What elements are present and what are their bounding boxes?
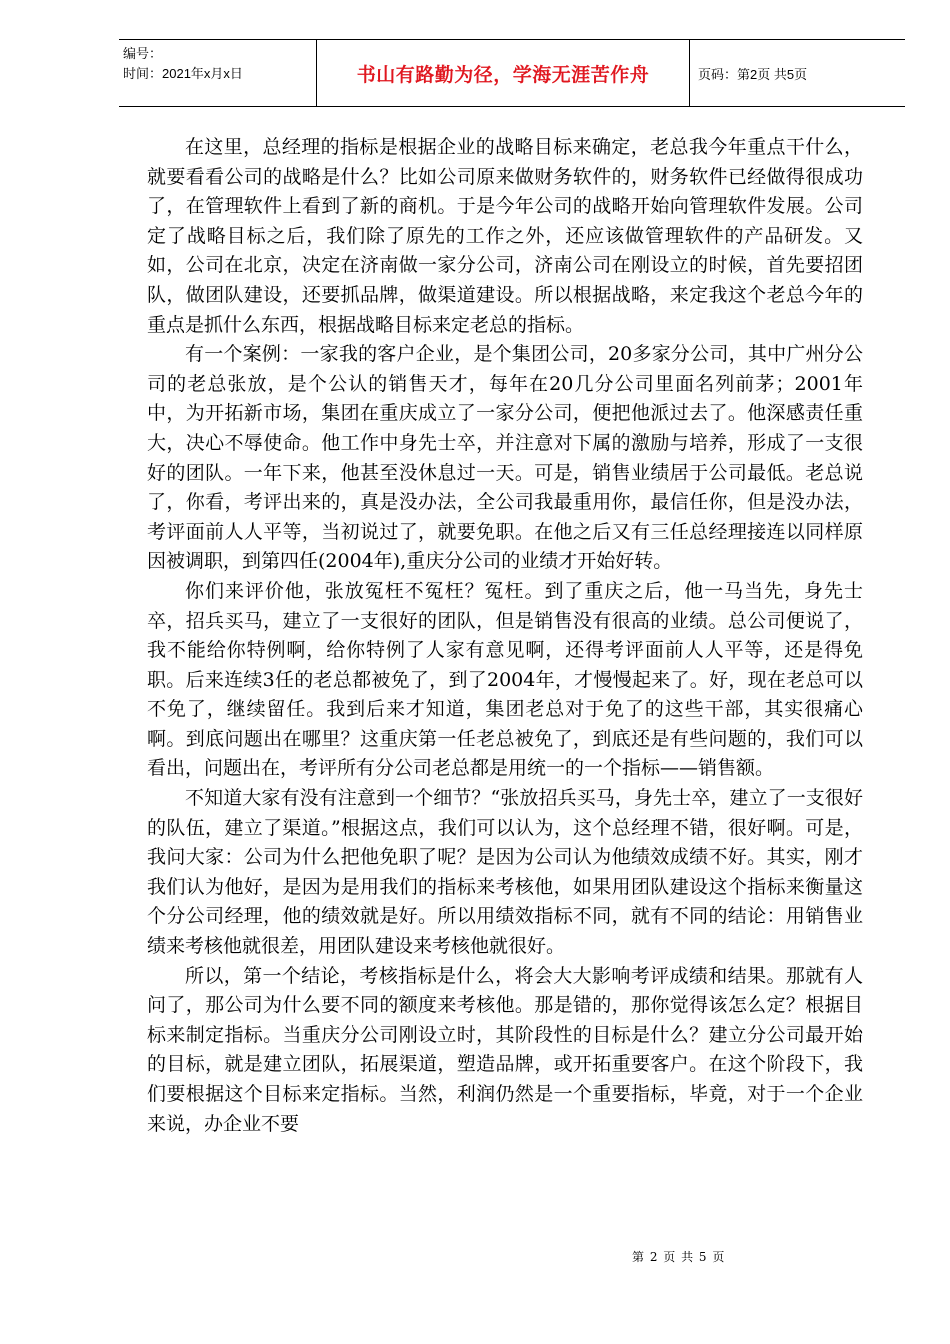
paragraph: 不知道大家有没有注意到一个细节？“张放招兵买马，身先士卒，建立了一支很好的队伍，建立了渠道。”根据这点，我们可以认为，这个总经理不错，很好啊。可是，我问大家：公司为什么把他免职了呢？是因为公司认为他绩效成绩不好。其实，刚才我们认为他好，是因为是用我们的指标来考核他，如果用团队建设这个指标来衡量这个分公司经理，他的绩效就是好。所以用绩效指标不同，就有不同的结论：用销售业绩来考核他就很差，用团队建设来考核他就很好。 [147, 787, 863, 958]
page-header [119, 39, 905, 107]
date-label: 时间：2021年x月x日 [123, 66, 243, 81]
document-body [147, 133, 863, 1139]
paragraph: 你们来评价他，张放冤枉不冤枉？冤枉。到了重庆之后，他一马当先，身先士卒，招兵买马，建立了一支很好的团队，但是销售没有很高的业绩。总公司便说了，我不能给你特例啊，给你特例了人家有意见啊，还得考评面前人人平等，还是得免职。后来连续3任的老总都被免了，到了2004年，才慢慢起来了。好，现在老总可以不免了，继续留任。我到后来才知道，集团老总对于免了的这些干部，其实很痛心啊。到底问题出在哪里？这重庆第一任老总被免了，到底还是有些问题的，我们可以看出，问题出在，考评所有分公司老总都是用统一的一个指标——销售额。 [147, 579, 863, 780]
header-meta [119, 40, 317, 106]
page-footer: 第 2 页 共 5 页 [632, 1250, 726, 1264]
header-motto: 书山有路勤为径，学海无涯苦作舟 [317, 40, 690, 106]
header-page-info: 页码：第2页 共5页 [698, 66, 808, 82]
serial-number-label: 编号： [123, 46, 163, 61]
paragraph: 所以，第一个结论，考核指标是什么，将会大大影响考评成绩和结果。那就有人问了，那公司为什么要不同的额度来考核他。那是错的，那你觉得该怎么定？根据目标来制定指标。当重庆分公司刚设立时，其阶段性的目标是什么？建立分公司最开始的目标，就是建立团队，拓展渠道，塑造品牌，或开拓重要客户。在这个阶段下，我们要根据这个目标来定指标。当然，利润仍然是一个重要指标，毕竟，对于一个企业来说，办企业不要 [147, 964, 863, 1135]
paragraph: 在这里，总经理的指标是根据企业的战略目标来确定，老总我今年重点干什么，就要看看公司的战略是什么？比如公司原来做财务软件的，财务软件已经做得很成功了，在管理软件上看到了新的商机。于是今年公司的战略开始向管理软件发展。公司定了战略目标之后，我们除了原先的工作之外，还应该做管理软件的产品研发。又如，公司在北京，决定在济南做一家分公司，济南公司在刚设立的时候，首先要招团队，做团队建设，还要抓品牌，做渠道建设。所以根据战略，来定我这个老总今年的重点是抓什么东西，根据战略目标来定老总的指标。 [147, 136, 863, 336]
paragraph: 有一个案例：一家我的客户企业，是个集团公司，20多家分公司，其中广州分公司的老总张放，是个公认的销售天才，每年在20几分公司里面名列前茅；2001年中，为开拓新市场，集团在重庆成立了一家分公司，便把他派过去了。他深感责任重大，决心不辱使命。他工作中身先士卒，并注意对下属的激励与培养，形成了一支很好的团队。一年下来，他甚至没休息过一天。可是，销售业绩居于公司最低。老总说了，你看，考评出来的，真是没办法，全公司我最重用你，最信任你，但是没办法，考评面前人人平等，当初说过了，就要免职。在他之后又有三任总经理接连以同样原因被调职，到第四任(2004年),重庆分公司的业绩才开始好转。 [147, 343, 863, 573]
